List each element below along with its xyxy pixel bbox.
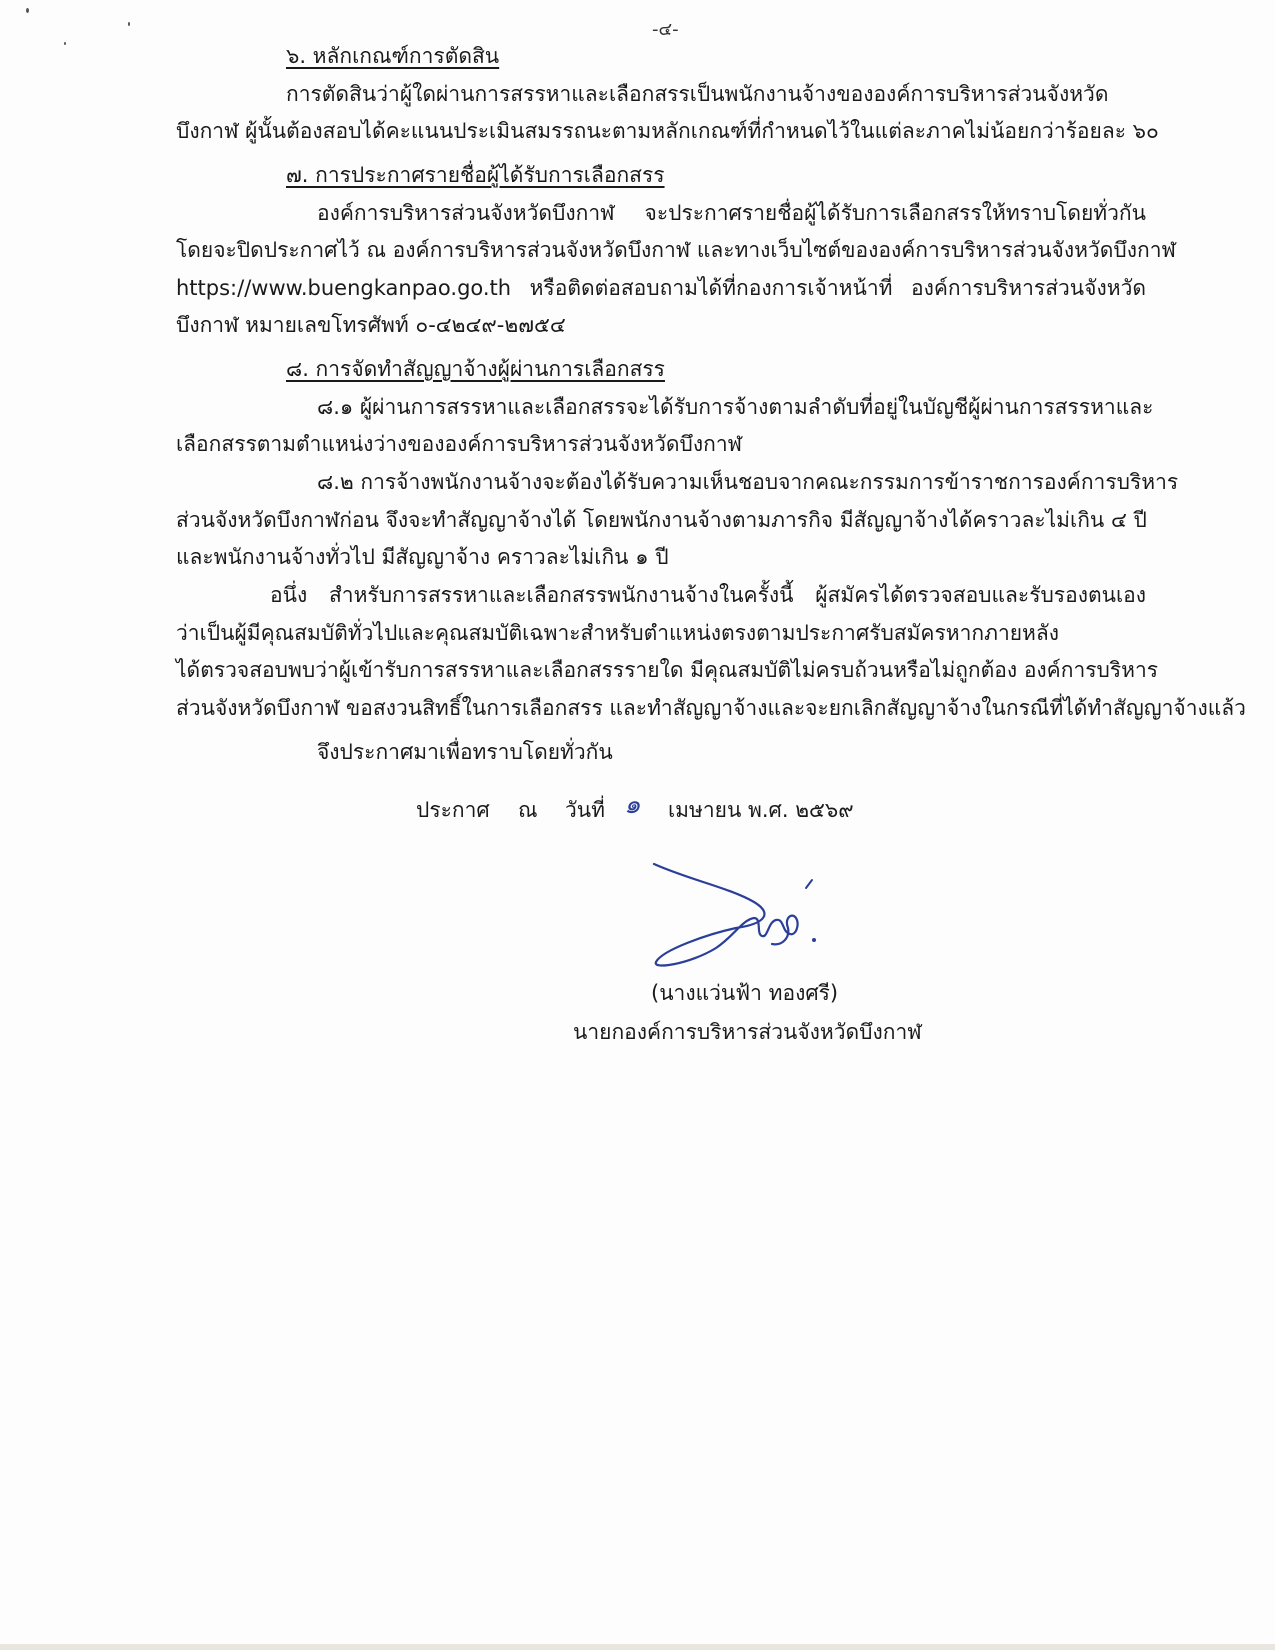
handwritten-signature [650, 858, 850, 968]
section-6-line: บึงกาฬ ผู้นั้นต้องสอบได้คะแนนประเมินสมรรถนะตามหลักเกณฑ์ที่กำหนดไว้ในแต่ละภาคไม่น้อยกว่าร้อยละ ๖๐ [176, 119, 1159, 143]
scan-speck [64, 42, 66, 45]
announce-day-value: ๑ [624, 790, 641, 820]
section-8-2-line: และพนักงานจ้างทั่วไป มีสัญญาจ้าง คราวละไม่เกิน ๑ ปี [176, 545, 669, 569]
announce-prefix: ประกาศ [416, 798, 490, 822]
closing-text: จึงประกาศมาเพื่อทราบโดยทั่วกัน [317, 740, 613, 764]
page-number: -๔- [652, 19, 679, 40]
section-6-line: การตัดสินว่าผู้ใดผ่านการสรรหาและเลือกสรรเป็นพนักงานจ้างขององค์การบริหารส่วนจังหวัด [286, 82, 1109, 106]
section-8-2-line: ส่วนจังหวัดบึงกาฬก่อน จึงจะทำสัญญาจ้างได้ โดยพนักงานจ้างตามภารกิจ มีสัญญาจ้างได้คราวละไม่เกิน ๔ ปี [176, 508, 1147, 532]
announce-day-label: วันที่ [565, 798, 605, 822]
section-6-heading: ๖. หลักเกณฑ์การตัดสิน [286, 44, 500, 68]
note-line: ว่าเป็นผู้มีคุณสมบัติทั่วไปและคุณสมบัติเฉพาะสำหรับตำแหน่งตรงตามประกาศรับสมัครหากภายหลัง [176, 621, 1060, 645]
announce-at: ณ [518, 798, 538, 822]
signer-name: (นางแว่นฟ้า ทองศรี) [651, 981, 839, 1005]
scan-speck [26, 8, 29, 13]
section-8-1-line: เลือกสรรตามตำแหน่งว่างขององค์การบริหารส่วนจังหวัดบึงกาฬ [176, 432, 742, 456]
section-7-heading: ๗. การประกาศรายชื่อผู้ได้รับการเลือกสรร [286, 163, 665, 187]
section-7-line: https://www.buengkanpao.go.th หรือติดต่อสอบถามได้ที่กองการเจ้าหน้าที่ องค์การบริหารส่วนจังหวัด [176, 276, 1146, 300]
scan-edge [0, 1644, 1275, 1650]
section-7-line: บึงกาฬ หมายเลขโทรศัพท์ ๐-๔๒๔๙-๒๗๕๔ [176, 313, 566, 337]
section-8-1-line: ๘.๑ ผู้ผ่านการสรรหาและเลือกสรรจะได้รับการจ้างตามลำดับที่อยู่ในบัญชีผู้ผ่านการสรรหาและ [317, 395, 1154, 419]
scan-speck [128, 22, 130, 26]
announce-month-year: เมษายน พ.ศ. ๒๕๖๙ [668, 798, 854, 822]
section-8-heading: ๘. การจัดทำสัญญาจ้างผู้ผ่านการเลือกสรร [286, 357, 665, 381]
note-line: ได้ตรวจสอบพบว่าผู้เข้ารับการสรรหาและเลือกสรรรายใด มีคุณสมบัติไม่ครบถ้วนหรือไม่ถูกต้อง องค์การบริหาร [176, 658, 1159, 682]
note-line: ส่วนจังหวัดบึงกาฬ ขอสงวนสิทธิ์ในการเลือกสรร และทำสัญญาจ้างและจะยกเลิกสัญญาจ้างในกรณีที่ได้ทำสัญญาจ้างแล้ว [176, 696, 1246, 720]
section-8-2-line: ๘.๒ การจ้างพนักงานจ้างจะต้องได้รับความเห็นชอบจากคณะกรรมการข้าราชการองค์การบริหาร [317, 470, 1179, 494]
section-7-line: องค์การบริหารส่วนจังหวัดบึงกาฬ จะประกาศรายชื่อผู้ได้รับการเลือกสรรให้ทราบโดยทั่วกัน [317, 201, 1146, 225]
section-7-line: โดยจะปิดประกาศไว้ ณ องค์การบริหารส่วนจังหวัดบึงกาฬ และทางเว็บไซต์ขององค์การบริหารส่วนจังหวัดบึงกาฬ [176, 238, 1176, 262]
note-line: อนึ่ง สำหรับการสรรหาและเลือกสรรพนักงานจ้างในครั้งนี้ ผู้สมัครได้ตรวจสอบและรับรองตนเอง [270, 583, 1146, 607]
signer-title: นายกองค์การบริหารส่วนจังหวัดบึงกาฬ [573, 1020, 922, 1044]
